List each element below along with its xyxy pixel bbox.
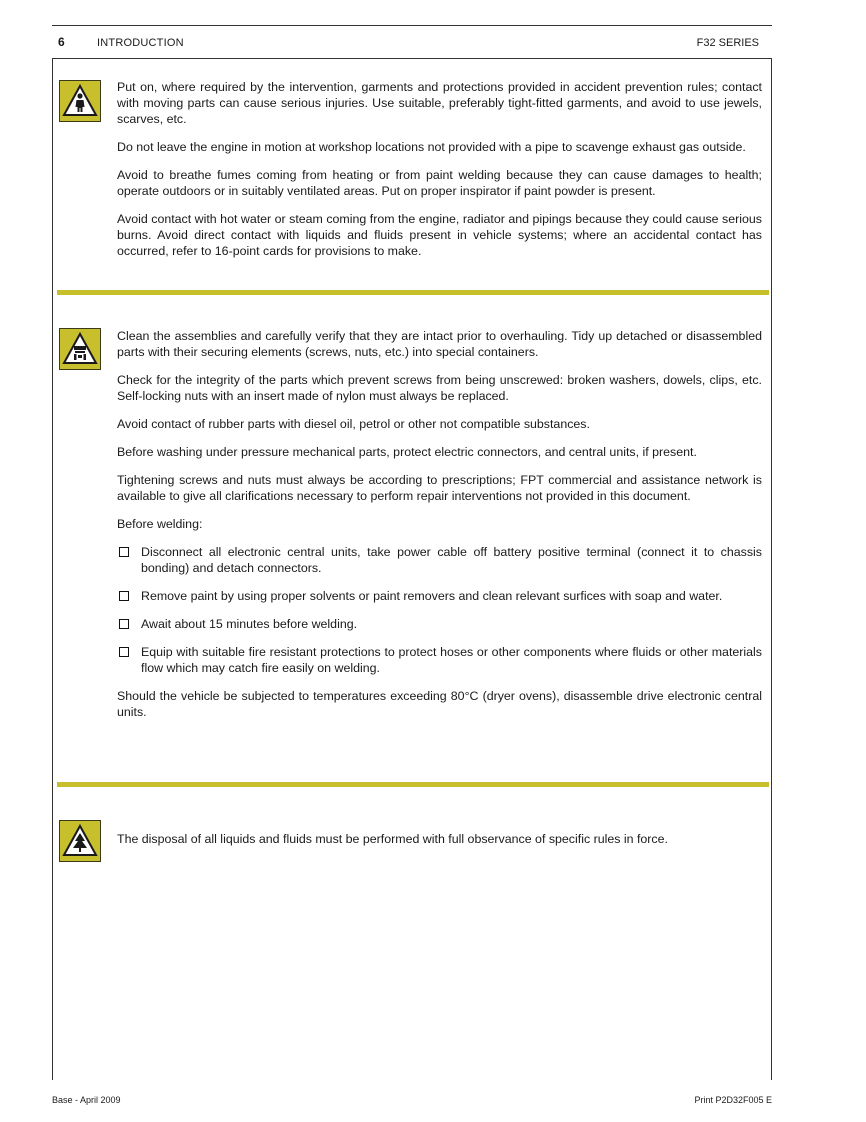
series-label: F32 SERIES (696, 37, 759, 49)
paragraph: Check for the integrity of the parts which prevent screws from being unscrewed: broken washers, dowels, clips, etc. Self-locking nuts with an insert made of nylon must always be replaced. (117, 373, 762, 403)
paragraph: Avoid contact of rubber parts with diesel oil, petrol or other not compatible substances. (117, 417, 590, 431)
safety-block-garments (117, 79, 762, 271)
safety-block-disposal (117, 831, 762, 859)
paragraph: Tightening screws and nuts must always be according to prescriptions; FPT commercial and assistance network is available to give all clarifications necessary to perform repair interventions not provided in this document. (117, 473, 762, 503)
checklist-item (117, 588, 762, 604)
checklist-item (117, 544, 762, 576)
checklist-text: Disconnect all electronic central units, take power cable off battery positive terminal (connect it to chassis bonding) and detach connectors. (141, 545, 762, 575)
header-top-rule (52, 25, 772, 26)
paragraph: Should the vehicle be subjected to temperatures exceeding 80°C (dryer ovens), disassemble drive electronic central units. (117, 689, 762, 719)
checkbox-icon (119, 547, 129, 557)
footer-print-code: Print P2D32F005 E (694, 1095, 772, 1105)
footer-edition: Base - April 2009 (52, 1095, 121, 1105)
checkbox-icon (119, 591, 129, 601)
paragraph: The disposal of all liquids and fluids must be performed with full observance of specific rules in force. (117, 832, 668, 846)
left-margin-rule (52, 58, 53, 1080)
checklist-text: Equip with suitable fire resistant protections to protect hoses or other components where fluids or other materials flow which may catch fire easily on welding. (141, 645, 762, 675)
checklist-item (117, 616, 762, 632)
safety-block-overhauling (117, 328, 762, 732)
checkbox-icon (119, 619, 129, 629)
warning-assembly-icon (59, 328, 101, 370)
paragraph: Clean the assemblies and carefully verify that they are intact prior to overhauling. Tidy up detached or disassembled parts with their securing elements (screws, nuts, etc.) into special containers. (117, 329, 762, 359)
checkbox-icon (119, 647, 129, 657)
environment-tree-icon (59, 820, 101, 862)
page-number: 6 (58, 35, 65, 49)
right-margin-rule (771, 58, 772, 1080)
paragraph: Before washing under pressure mechanical parts, protect electric connectors, and central units, if present. (117, 445, 697, 459)
checklist-text: Remove paint by using proper solvents or paint removers and clean relevant surfices with soap and water. (141, 589, 723, 603)
paragraph: Do not leave the engine in motion at workshop locations not provided with a pipe to scavenge exhaust gas outside. (117, 140, 746, 154)
warning-person-icon (59, 80, 101, 122)
paragraph: Avoid to breathe fumes coming from heating or from paint welding because they can cause damages to health; operate outdoors or in suitably ventilated areas. Put on proper inspirator if paint powder is present. (117, 168, 762, 198)
section-divider (57, 782, 769, 787)
checklist-item (117, 644, 762, 676)
header-bottom-rule (52, 58, 772, 59)
paragraph: Avoid contact with hot water or steam coming from the engine, radiator and pipings because they could cause serious burns. Avoid direct contact with liquids and fluids present in vehicle systems; where an accidental contact has occurred, refer to 16-point cards for provisions to make. (117, 212, 762, 258)
paragraph: Put on, where required by the intervention, garments and protections provided in accident prevention rules; contact with moving parts can cause serious injuries. Use suitable, preferably tight-fitted garments, and avoid to use jewels, scarves, etc. (117, 80, 762, 126)
paragraph: Before welding: (117, 517, 203, 531)
section-divider (57, 290, 769, 295)
section-title: INTRODUCTION (97, 37, 184, 49)
checklist-text: Await about 15 minutes before welding. (141, 617, 358, 631)
